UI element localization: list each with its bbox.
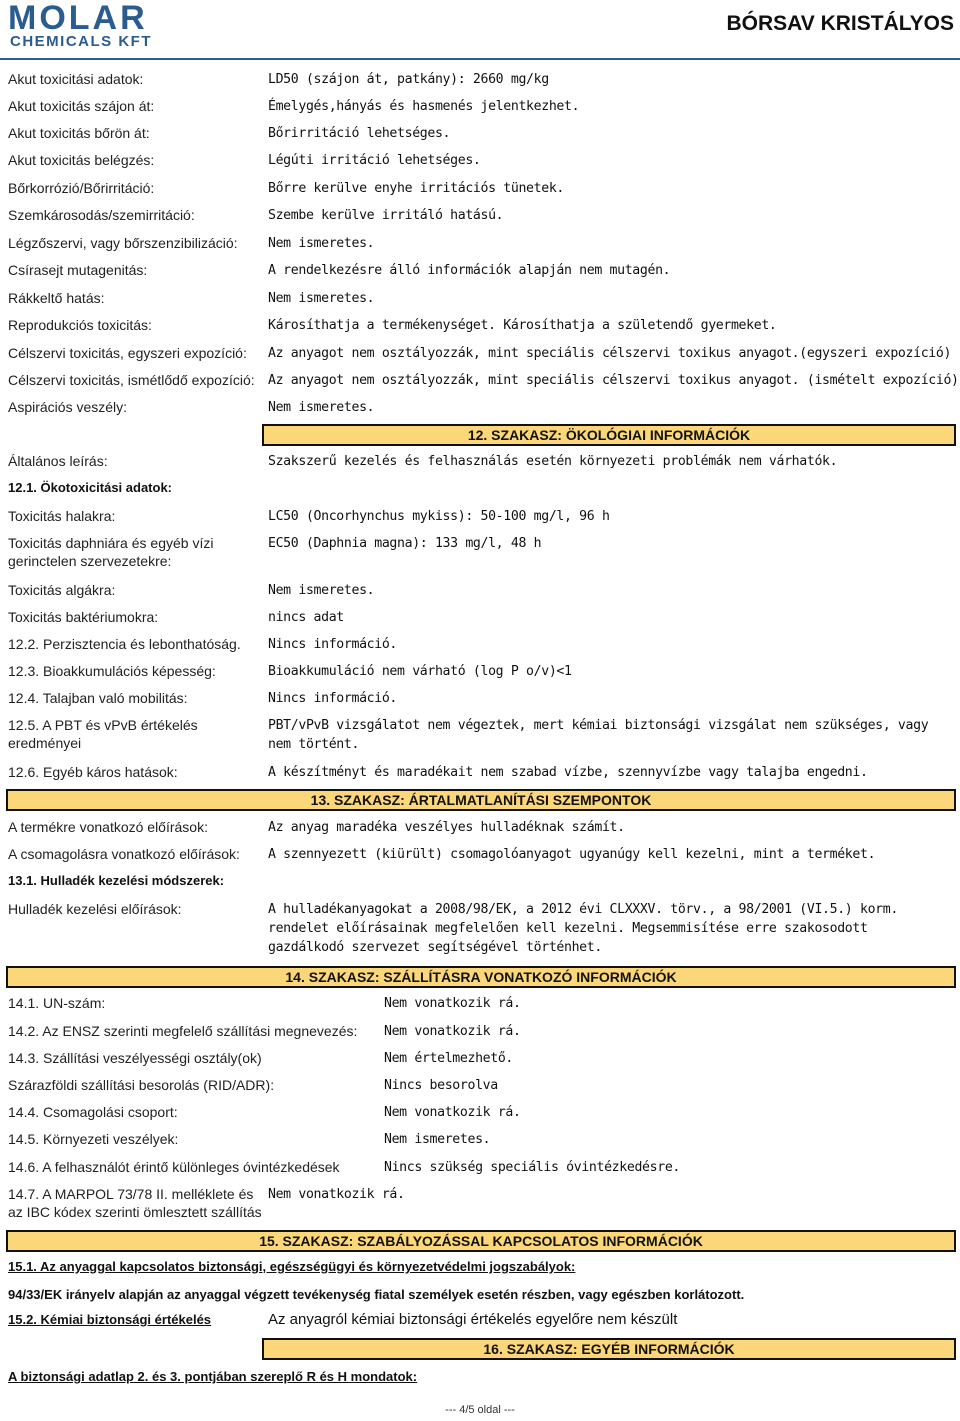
row-label: 14.5. Környezeti veszélyek:: [8, 1131, 179, 1147]
row-value: Nem ismeretes.: [268, 236, 375, 251]
row-label: Akut toxicitás szájon át:: [8, 98, 155, 114]
row-label: Célszervi toxicitás, ismétlődő expozíció:: [8, 372, 255, 388]
waste-methods-subhead: 13.1. Hulladék kezelési módszerek:: [8, 873, 225, 888]
row-value: Nincs információ.: [268, 691, 398, 706]
page-header: [0, 0, 960, 58]
row-label: 12.6. Egyéb káros hatások:: [8, 764, 178, 780]
waste-rules-value: A hulladékanyagokat a 2008/98/EK, a 2012 évi CLXXXV. törv., a 98/2001 (VI.5.) korm. rendelet előírásainak megfelelően kell kezelni. Megsemmisítése erre szakosodott gazdálkodó szervezet segítségével történhet.: [268, 902, 898, 955]
row-label: Légzőszervi, vagy bőrszenzibilizáció:: [8, 235, 238, 251]
row-label: Szemkárosodás/szemirritáció:: [8, 207, 195, 223]
row-value: Az anyagot nem osztályozzák, mint speciális célszervi toxikus anyagot.(egyszeri expozíció): [268, 346, 952, 361]
row-label: 12.2. Perzisztencia és lebonthatóság.: [8, 636, 241, 652]
row-label: A csomagolásra vonatkozó előírások:: [8, 846, 240, 862]
row-value: Az anyagot nem osztályozzák, mint speciális célszervi toxikus anyagot. (ismételt expozíció): [268, 373, 959, 388]
row-label: Bőrkorrózió/Bőrirritáció:: [8, 180, 155, 196]
section-12-banner: 12. SZAKASZ: ÖKOLÓGIAI INFORMÁCIÓK: [262, 424, 956, 446]
chemical-safety-subhead: 15.2. Kémiai biztonsági értékelés: [8, 1312, 212, 1327]
row-value: Nem ismeretes.: [268, 291, 375, 306]
section-16-banner: 16. SZAKASZ: EGYÉB INFORMÁCIÓK: [262, 1338, 956, 1360]
row-label: 14.2. Az ENSZ szerinti megfelelő szállítási megnevezés:: [8, 1023, 358, 1039]
row-label: Toxicitás algákra:: [8, 582, 116, 598]
row-value: Nem vonatkozik rá.: [384, 1024, 521, 1039]
ecotox-subhead: 12.1. Ökotoxicitási adatok:: [8, 480, 173, 495]
row-value: A szennyezett (kiürült) csomagolóanyagot ugyanúgy kell kezelni, mint a terméket.: [268, 847, 876, 862]
row-label: Rákkeltő hatás:: [8, 290, 105, 306]
row-value: Nem ismeretes.: [384, 1132, 491, 1147]
row-value: A rendelkezésre álló információk alapján nem mutagén.: [268, 263, 671, 278]
waste-rules-label: Hulladék kezelési előírások:: [8, 901, 182, 917]
chemical-safety-value: Az anyagról kémiai biztonsági értékelés egyelőre nem készült: [268, 1311, 678, 1328]
row-value: Bioakkumuláció nem várható (log P o/v)<1: [268, 664, 572, 679]
row-label: 14.6. A felhasználót érintő különleges óvintézkedések: [8, 1159, 340, 1175]
general-description-label: Általános leírás:: [8, 453, 108, 469]
row-label: Szárazföldi szállítási besorolás (RID/ADR):: [8, 1077, 275, 1093]
row-value: Légúti irritáció lehetséges.: [268, 153, 481, 168]
row-value: Az anyag maradéka veszélyes hulladéknak számít.: [268, 820, 625, 835]
r-h-phrases-subhead: A biztonsági adatlap 2. és 3. pontjában szereplő R és H mondatok:: [8, 1369, 418, 1384]
row-value: Nem vonatkozik rá.: [384, 1105, 521, 1120]
row-value: Szembe kerülve irritáló hatású.: [268, 208, 504, 223]
row-label: 12.4. Talajban való mobilitás:: [8, 690, 188, 706]
row-label: Akut toxicitás belégzés:: [8, 152, 155, 168]
row-label: Reprodukciós toxicitás:: [8, 317, 152, 333]
row-label: Aspirációs veszély:: [8, 399, 128, 415]
row-value: Nem ismeretes.: [268, 583, 375, 598]
row-value: Bőrre kerülve enyhe irritációs tünetek.: [268, 181, 564, 196]
row-label: 12.5. A PBT és vPvB értékelés eredményei: [8, 717, 198, 751]
row-label: A termékre vonatkozó előírások:: [8, 819, 208, 835]
marpol-value: Nem vonatkozik rá.: [268, 1187, 405, 1202]
row-label: 12.3. Bioakkumulációs képesség:: [8, 663, 216, 679]
row-label: Célszervi toxicitás, egyszeri expozíció:: [8, 345, 247, 361]
section-13-banner: 13. SZAKASZ: ÁRTALMATLANÍTÁSI SZEMPONTOK: [6, 789, 956, 811]
logo-subline: CHEMICALS KFT: [10, 33, 152, 50]
row-value: EC50 (Daphnia magna): 133 mg/l, 48 h: [268, 536, 542, 551]
row-value: Nem értelmezhető.: [384, 1051, 514, 1066]
row-value: Nem ismeretes.: [268, 400, 375, 415]
row-value: LD50 (szájon át, patkány): 2660 mg/kg: [268, 72, 549, 87]
section-15-banner: 15. SZAKASZ: SZABÁLYOZÁSSAL KAPCSOLATOS INFORMÁCIÓK: [6, 1230, 956, 1252]
general-description-value: Szakszerű kezelés és felhasználás esetén környezeti problémák nem várhatók.: [268, 454, 838, 469]
row-label: 14.1. UN-szám:: [8, 995, 106, 1011]
row-label: Toxicitás baktériumokra:: [8, 609, 159, 625]
row-label: Csírasejt mutagenitás:: [8, 262, 148, 278]
header-divider: [0, 58, 960, 60]
row-value: nincs adat: [268, 610, 344, 625]
company-logo: [8, 0, 223, 51]
row-label: Toxicitás halakra:: [8, 508, 116, 524]
row-value: Károsíthatja a termékenységet. Károsíthatja a születendő gyermeket.: [268, 318, 777, 333]
row-label: Akut toxicitási adatok:: [8, 71, 144, 87]
row-value: Bőrirritáció lehetséges.: [268, 126, 451, 141]
logo-wordmark: MOLAR: [8, 0, 148, 37]
row-value: Nincs információ.: [268, 637, 398, 652]
directive-text: 94/33/EK irányelv alapján az anyaggal végzett tevékenység fiatal személyek esetén részben, vagy egészben korlátozott.: [8, 1287, 745, 1302]
row-label: 14.3. Szállítási veszélyességi osztály(ok): [8, 1050, 262, 1066]
row-label: 14.4. Csomagolási csoport:: [8, 1104, 178, 1120]
row-value: Nem vonatkozik rá.: [384, 996, 521, 1011]
row-value: Émelygés,hányás és hasmenés jelentkezhet.: [268, 99, 580, 114]
row-value: LC50 (Oncorhynchus mykiss): 50-100 mg/l, 96 h: [268, 509, 610, 524]
legislation-subhead: 15.1. Az anyaggal kapcsolatos biztonsági, egészségügyi és környezetvédelmi jogszabályok:: [8, 1259, 576, 1274]
document-title: BÓRSAV KRISTÁLYOS: [726, 12, 954, 35]
row-label: Akut toxicitás bőrön át:: [8, 125, 150, 141]
row-value: Nincs besorolva: [384, 1078, 498, 1093]
section-14-banner: 14. SZAKASZ: SZÁLLÍTÁSRA VONATKOZÓ INFORMÁCIÓK: [6, 966, 956, 988]
page-footer: --- 4/5 oldal ---: [445, 1404, 515, 1416]
row-value: PBT/vPvB vizsgálatot nem végeztek, mert kémiai biztonsági vizsgálat nem szükséges, vagy nem történt.: [268, 718, 929, 752]
row-label: Toxicitás daphniára és egyéb vízi gerinctelen szervezetekre:: [8, 535, 214, 569]
marpol-label: 14.7. A MARPOL 73/78 II. melléklete és az IBC kódex szerinti ömlesztett szállítás: [8, 1186, 262, 1220]
row-value: Nincs szükség speciális óvintézkedésre.: [384, 1160, 680, 1175]
row-value: A készítményt és maradékait nem szabad vízbe, szennyvízbe vagy talajba engedni.: [268, 765, 868, 780]
